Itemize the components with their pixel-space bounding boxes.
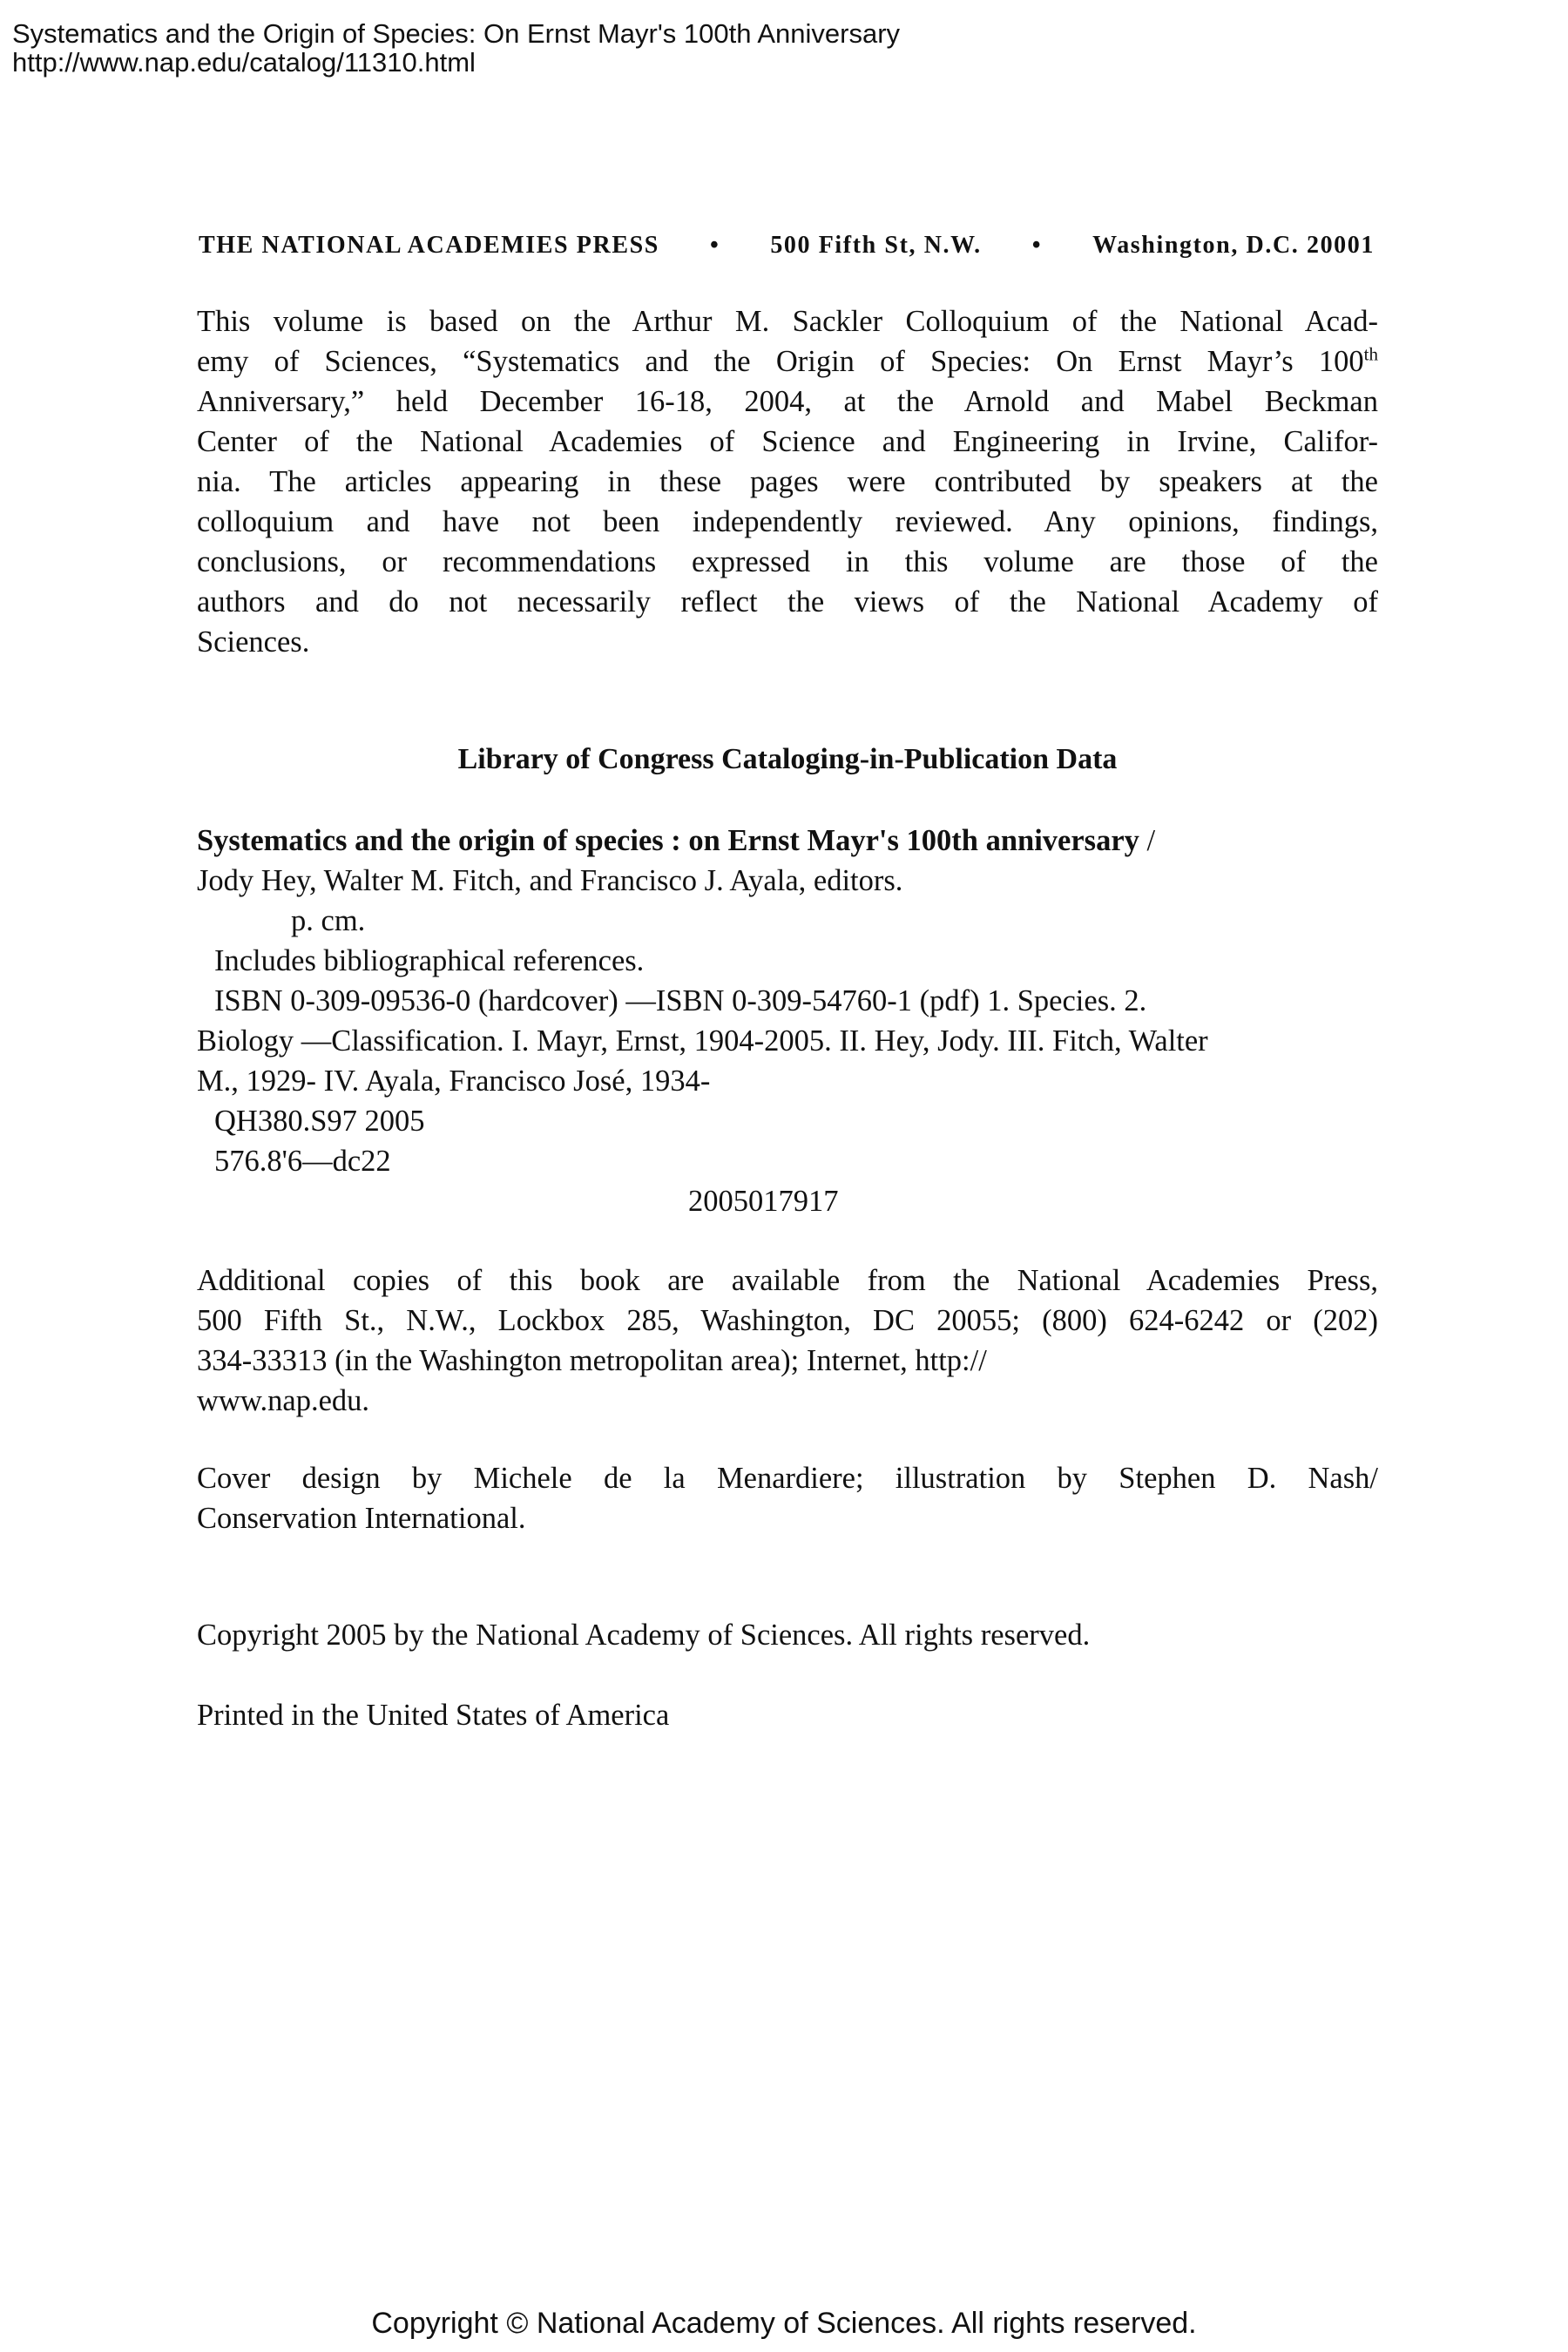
text-segment: emy of Sciences, “Systematics and the Origin of Species: On Ernst Mayr’s 100 — [197, 345, 1364, 378]
page-footer: Copyright © National Academy of Sciences. All rights reserved. — [371, 2307, 1197, 2340]
text-line: 500 Fifth St., N.W., Lockbox 285, Washington, DC 20055; (800) 624-6242 or (202) — [197, 1304, 1378, 1337]
cip-pages: p. cm. — [291, 904, 366, 937]
text-line — [197, 341, 1378, 382]
cip-subjects-line: M., 1929- IV. Ayala, Francisco José, 1934- — [197, 1064, 711, 1098]
text-line: www.nap.edu. — [197, 1384, 370, 1417]
text-line: Copyright 2005 by the National Academy of Sciences. All rights reserved. — [197, 1619, 1091, 1652]
cip-editors: Jody Hey, Walter M. Fitch, and Francisco J. Ayala, editors. — [197, 864, 903, 897]
cip-dewey: 576.8'6—dc22 — [214, 1145, 391, 1178]
source-url[interactable]: http://www.nap.edu/catalog/11310.html — [12, 47, 476, 78]
copies-paragraph — [197, 1260, 1378, 1421]
cip-title-slash: / — [1139, 824, 1156, 857]
publisher-address: 500 Fifth St, N.W. — [770, 232, 982, 259]
text-line: nia. The articles appearing in these pages were contributed by speakers at the — [197, 465, 1378, 498]
text-line: Conservation International. — [197, 1502, 526, 1535]
text-line: Cover design by Michele de la Menardiere; illustration by Stephen D. Nash/ — [197, 1462, 1378, 1495]
text-line: This volume is based on the Arthur M. Sackler Colloquium of the National Acad- — [197, 305, 1378, 338]
text-line: Anniversary,” held December 16-18, 2004, at the Arnold and Mabel Beckman — [197, 385, 1378, 418]
bullet-separator: • — [1031, 232, 1043, 259]
text-line: conclusions, or recommendations expressed in this volume are those of the — [197, 545, 1378, 578]
cip-data — [197, 821, 1378, 1221]
cip-title-line — [197, 821, 1378, 861]
cip-heading: Library of Congress Cataloging-in-Publication Data — [457, 743, 1118, 775]
source-title: Systematics and the Origin of Species: On Ernst Mayr's 100th Anniversary — [12, 18, 901, 49]
publisher-line — [199, 231, 1375, 260]
printed-notice — [197, 1695, 1378, 1735]
cip-lccn: 2005017917 — [688, 1185, 839, 1218]
cip-isbn-line: ISBN 0-309-09536-0 (hardcover) —ISBN 0-309-54760-1 (pdf) 1. Species. 2. — [214, 984, 1147, 1017]
intro-paragraph — [197, 301, 1378, 662]
copyright-notice — [197, 1615, 1378, 1655]
publisher-city: Washington, D.C. 20001 — [1092, 232, 1375, 259]
text-line: Additional copies of this book are available from the National Academies Press, — [197, 1264, 1378, 1297]
bullet-separator: • — [709, 232, 720, 259]
cip-subjects-line: Biology —Classification. I. Mayr, Ernst, 1904-2005. II. Hey, Jody. III. Fitch, Walter — [197, 1024, 1208, 1058]
publisher-name: THE NATIONAL ACADEMIES PRESS — [199, 232, 659, 259]
text-line: authors and do not necessarily reflect the views of the National Academy of — [197, 585, 1378, 618]
text-line: colloquium and have not been independently reviewed. Any opinions, findings, — [197, 505, 1378, 538]
cip-lc-class: QH380.S97 2005 — [214, 1105, 425, 1138]
cip-bibliography: Includes bibliographical references. — [214, 944, 645, 977]
cip-title: Systematics and the origin of species : on Ernst Mayr's 100th anniversary — [197, 824, 1139, 857]
text-line: Center of the National Academies of Science and Engineering in Irvine, Califor- — [197, 425, 1378, 458]
text-line: Sciences. — [197, 625, 310, 659]
cover-credits — [197, 1458, 1378, 1538]
superscript: th — [1363, 343, 1378, 365]
text-line: 334-33313 (in the Washington metropolitan area); Internet, http:// — [197, 1344, 987, 1377]
text-line: Printed in the United States of America — [197, 1699, 670, 1732]
